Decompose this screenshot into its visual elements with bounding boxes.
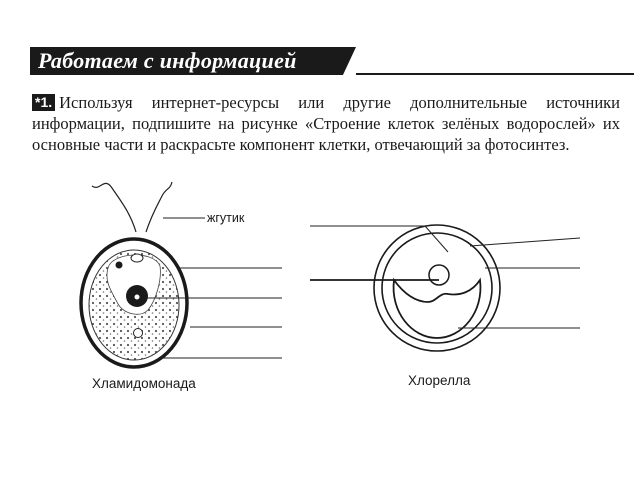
banner-rule — [356, 73, 634, 75]
chlorella-chloroplast — [394, 280, 481, 338]
cytoplasm-area — [107, 255, 160, 314]
chlamydomonas-caption: Хламидомонада — [92, 376, 196, 391]
label-line-5-pointer — [425, 226, 448, 252]
chlorella-outer-wall — [374, 225, 500, 351]
section-title: Работаем с информацией — [38, 48, 297, 73]
chloroplast — [89, 250, 179, 360]
chlamydomonas-cell — [81, 182, 282, 391]
flagellum-right — [146, 182, 172, 232]
cell-wall — [81, 239, 187, 367]
nucleus — [126, 285, 148, 307]
chlorella-nucleus — [429, 265, 449, 285]
chlorella-inner-membrane — [382, 233, 492, 343]
chlorella-caption: Хлорелла — [408, 373, 471, 388]
flagellum-left — [92, 183, 136, 232]
chlorella-cell — [310, 225, 580, 388]
task-number: *1. — [32, 94, 55, 111]
label-line-6 — [470, 238, 580, 246]
section-banner — [30, 47, 640, 75]
task-paragraph — [32, 92, 620, 155]
nucleolus — [135, 295, 140, 300]
flagellum-label: жгутик — [207, 211, 245, 225]
pyrenoid — [134, 329, 143, 338]
stigma — [116, 262, 123, 269]
contractile-vacuole — [131, 254, 143, 262]
task-text: Используя интернет-ресурсы или другие дополнительные источники информации, подпишите на рисунке «Строение клеток зелёных водорослей» их основные части и раскрасьте компонент клетки, отвечающий за фотосинтез. — [32, 93, 620, 154]
